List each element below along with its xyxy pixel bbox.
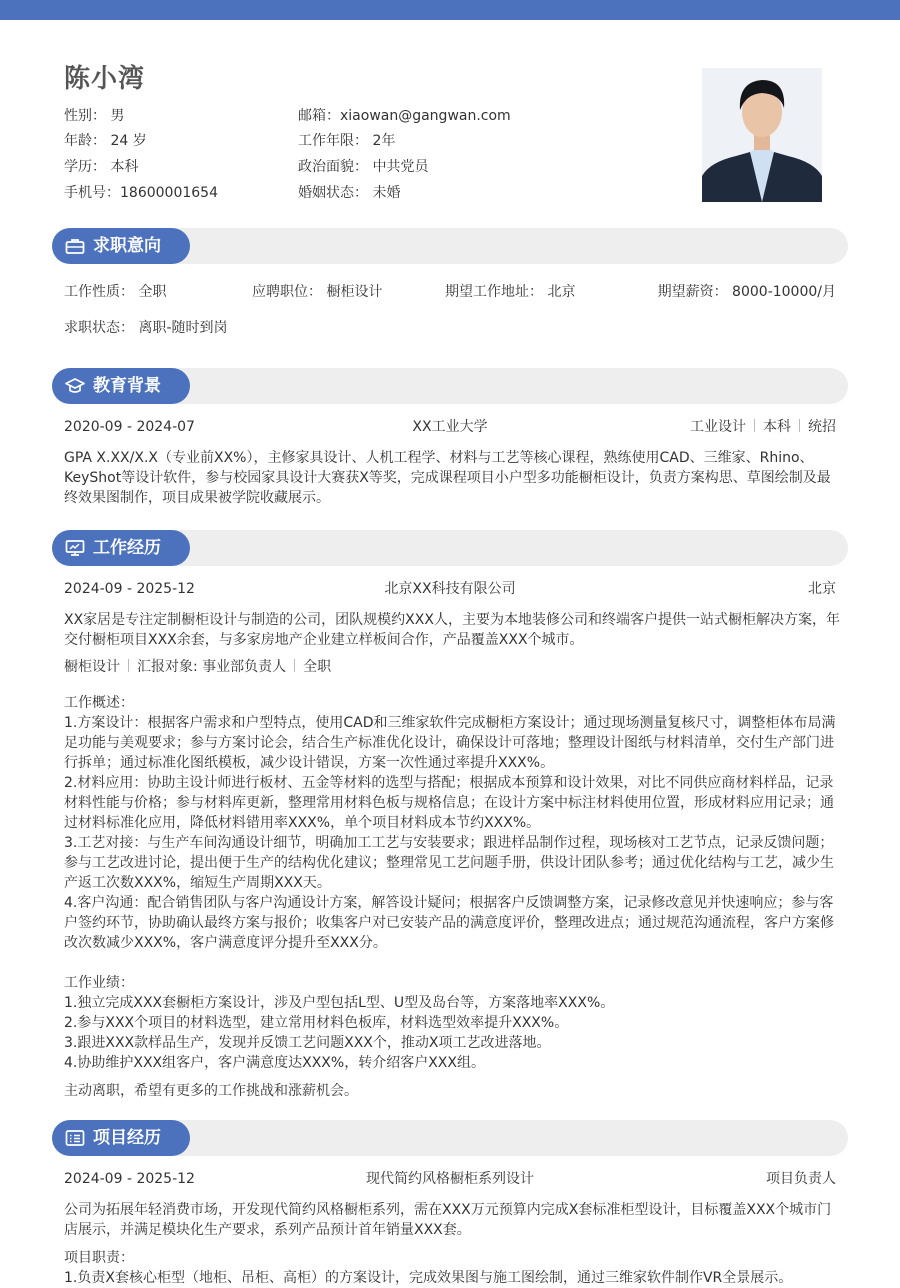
section-title: 教育背景 <box>93 376 161 396</box>
work-company: 北京XX科技有限公司 <box>384 581 516 597</box>
job-location: 期望工作地址： 北京 <box>445 284 576 300</box>
edu-description: GPA X.XX/X.X（专业前XX%），主修家具设计、人机工程学、材料与工艺等核心课程，熟练使用CAD、三维家、Rhino、KeyShot等设计软件，参与校园家具设计大赛获X等奖，完成课程项目小户型多功能橱柜设计，负责方案构思、草图绘制及最终效果图制作，项目成果被学院收藏展示。 <box>64 450 831 506</box>
political-status: 政治面貌： 中共党员 <box>298 159 429 175</box>
section-header-project <box>52 1120 848 1156</box>
edu-major: 工业设计 <box>690 419 746 435</box>
performance-item: 2.参与XXX个项目的材料选型，建立常用材料色板库，材料选型效率提升XXX%。 <box>64 1015 569 1031</box>
leave-reason: 主动离职，希望有更多的工作挑战和涨薪机会。 <box>64 1083 358 1099</box>
list-icon <box>65 1129 85 1147</box>
work-tag-role: 橱柜设计 <box>64 659 120 675</box>
phone: 手机号：18600001654 <box>64 185 218 201</box>
performance-title: 工作业绩： <box>64 975 134 991</box>
work-details <box>64 693 840 1101</box>
project-duty-title: 项目职责： <box>64 1250 134 1266</box>
project-role: 项目负责人 <box>766 1171 836 1187</box>
education-level: 学历： 本科 <box>64 159 139 175</box>
expected-salary: 期望薪资： 8000-10000/月 <box>657 284 836 300</box>
briefcase-icon <box>65 237 85 255</box>
email: 邮箱：xiaowan@gangwan.com <box>298 108 511 124</box>
candidate-name: 陈小湾 <box>64 64 146 94</box>
section-pill <box>52 530 190 566</box>
divider <box>294 659 295 672</box>
work-years: 工作年限： 2年 <box>298 133 396 149</box>
work-tag-type: 全职 <box>303 659 332 675</box>
profile-photo <box>702 68 822 202</box>
divider <box>128 659 129 672</box>
overview-title: 工作概述： <box>64 695 134 711</box>
project-duty-item: 1.负责X套核心柜型（地柜、吊柜、高柜）的方案设计，完成效果图与施工图绘制，通过三维家软件制作VR全景展示。 <box>64 1270 793 1286</box>
divider <box>754 419 755 432</box>
work-tag-report: 汇报对象: 事业部负责人 <box>137 659 287 675</box>
edu-school: XX工业大学 <box>412 419 488 435</box>
marital-status: 婚姻状态： 未婚 <box>298 185 401 201</box>
section-header-intent <box>52 228 848 264</box>
performance-item: 3.跟进XXX款样品生产，发现并反馈工艺问题XXX个，推动X项工艺改进落地。 <box>64 1035 551 1051</box>
project-name: 现代简约风格橱柜系列设计 <box>366 1171 534 1187</box>
duty-item: 4.客户沟通：配合销售团队与客户沟通设计方案，解答设计疑问；根据客户反馈调整方案，记录修改意见并快速响应；参与客户签约环节，协助确认最终方案与报价；收集客户对已安装产品的满意度评价，整理改进点；通过规范沟通流程，客户方案修改次数减少XXX%，客户满意度评分提升至XXX分。 <box>64 895 834 951</box>
company-intro: XX家居是专注定制橱柜设计与制造的公司，团队规模约XXX人，主要为本地装修公司和终端客户提供一站式橱柜解决方案，年交付橱柜项目XXX余套，与多家房地产企业建立样板间合作，产品覆盖XXX个城市。 <box>64 612 840 648</box>
duty-item: 2.材料应用：协助主设计师进行板材、五金等材料的选型与搭配；根据成本预算和设计效果，对比不同供应商材料样品，记录材料性能与价格；参与材料库更新，整理常用材料色板与规格信息；在设计方案中标注材料使用位置，形成材料应用记录；通过材料标准化应用，降低材料错用率XXX%，单个项目材料成本节约XXX%。 <box>64 775 834 831</box>
spacer <box>64 953 840 973</box>
section-pill <box>52 228 190 264</box>
monitor-icon <box>65 539 85 557</box>
section-title: 求职意向 <box>93 236 161 256</box>
age: 年龄： 24 岁 <box>64 133 147 149</box>
gender: 性别： 男 <box>64 108 125 124</box>
edu-date: 2020-09 - 2024-07 <box>64 419 195 435</box>
section-pill <box>52 368 190 404</box>
edu-degree: 本科 <box>763 419 791 435</box>
work-city: 北京 <box>808 581 836 597</box>
duty-item: 1.方案设计：根据客户需求和户型特点，使用CAD和三维家软件完成橱柜方案设计；通过现场测量复核尺寸，调整柜体布局满足功能与美观要求；参与方案讨论会，结合生产标准优化设计，确保设计可落地；整理设计图纸与材料清单，交付生产部门进行拆单；通过标准化图纸模板，减少设计错误，方案一次性通过率提升XXX%。 <box>64 715 836 771</box>
duty-item: 3.工艺对接：与生产车间沟通设计细节，明确加工工艺与安装要求；跟进样品制作过程，现场核对工艺节点，记录反馈问题；参与工艺改进讨论，提出便于生产的结构优化建议；整理常见工艺问题手册，供设计团队参考；通过优化结构与工艺，减少生产返工次数XXX%，缩短生产周期XXX天。 <box>64 835 834 891</box>
performance-item: 4.协助维护XXX组客户，客户满意度达XXX%，转介绍客户XXX组。 <box>64 1055 485 1071</box>
project-description: 公司为拓展年轻消费市场，开发现代简约风格橱柜系列，需在XXX万元预算内完成X套标准柜型设计，目标覆盖XXX个城市门店展示，并满足模块化生产要求，系列产品预计首年销量XXX套。 <box>64 1202 832 1238</box>
job-type: 工作性质： 全职 <box>64 284 167 300</box>
work-tags <box>64 657 331 677</box>
section-pill <box>52 1120 190 1156</box>
job-status: 求职状态： 离职-随时到岗 <box>64 320 228 336</box>
performance-item: 1.独立完成XXX套橱柜方案设计，涉及户型包括L型、U型及岛台等，方案落地率XXX%。 <box>64 995 615 1011</box>
section-title: 项目经历 <box>93 1128 161 1148</box>
section-header-education <box>52 368 848 404</box>
project-date: 2024-09 - 2025-12 <box>64 1171 195 1187</box>
section-title: 工作经历 <box>93 538 161 558</box>
work-date: 2024-09 - 2025-12 <box>64 581 195 597</box>
section-header-work <box>52 530 848 566</box>
divider <box>799 419 800 432</box>
top-accent-bar <box>0 0 900 20</box>
project-duties <box>64 1248 840 1288</box>
job-position: 应聘职位： 橱柜设计 <box>252 284 383 300</box>
graduation-cap-icon <box>65 377 85 395</box>
edu-tags <box>690 417 836 437</box>
edu-mode: 统招 <box>808 419 836 435</box>
